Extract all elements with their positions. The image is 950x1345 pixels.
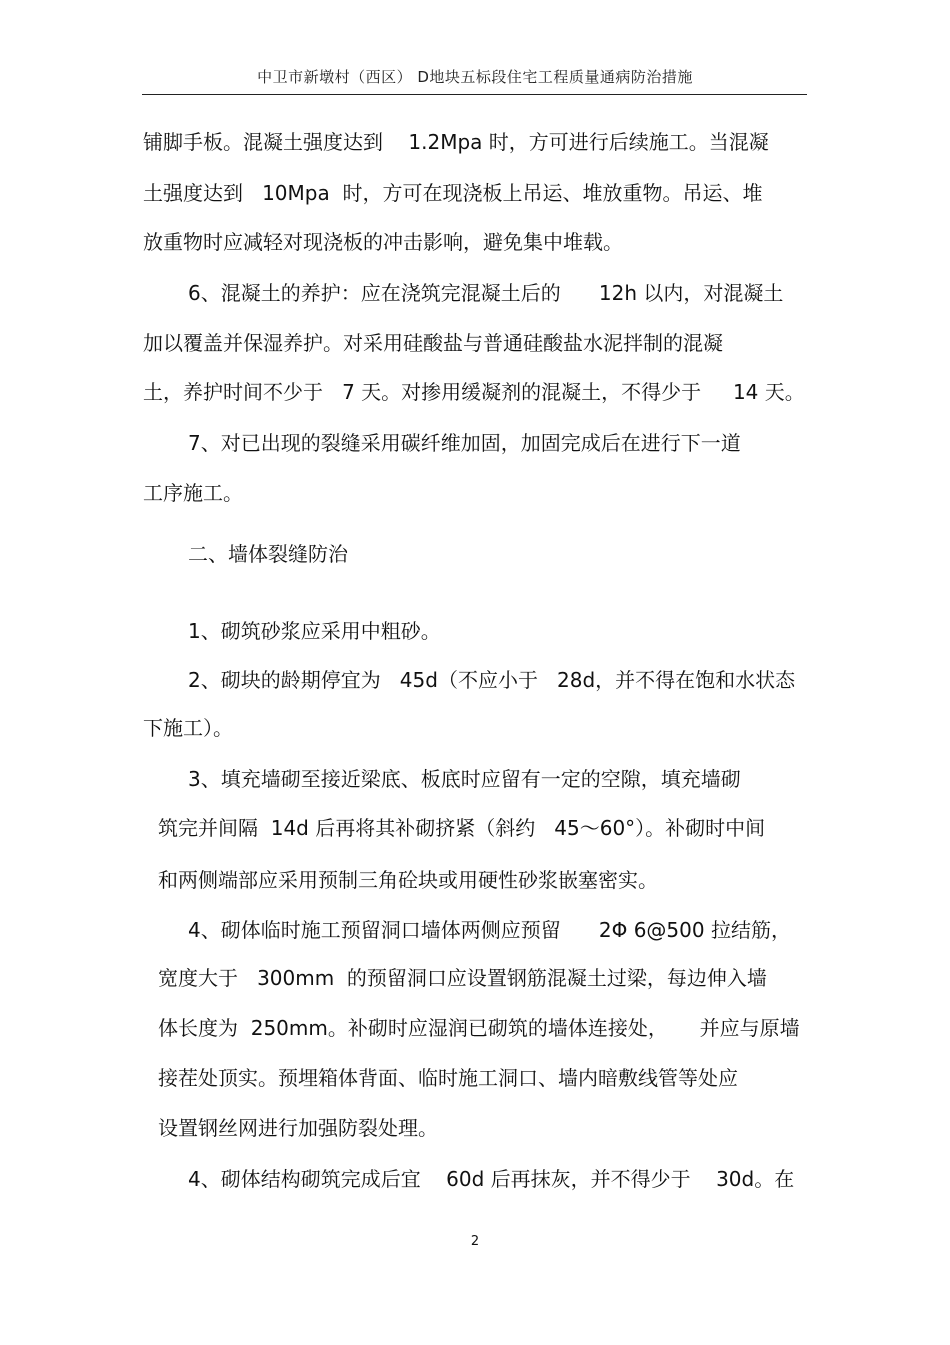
text-line: 筑完并间隔 14d 后再将其补砌挤紧（斜约 45～60°）。补砌时中间 xyxy=(158,816,766,840)
text-line: 3、填充墙砌至接近梁底、板底时应留有一定的空隙，填充墙砌 xyxy=(188,767,741,791)
text-line: 和两侧端部应采用预制三角砼块或用硬性砂浆嵌塞密实。 xyxy=(158,868,658,892)
text-line: 下施工）。 xyxy=(143,716,233,740)
text-line: 宽度大于 300mm 的预留洞口应设置钢筋混凝土过梁，每边伸入墙 xyxy=(158,966,767,990)
text-line: 工序施工。 xyxy=(143,481,243,505)
text-line: 7、对已出现的裂缝采用碳纤维加固，加固完成后在进行下一道 xyxy=(188,431,741,455)
text-line: 加以覆盖并保湿养护。对采用硅酸盐与普通硅酸盐水泥拌制的混凝 xyxy=(143,331,723,355)
text-line: 设置钢丝网进行加强防裂处理。 xyxy=(158,1116,438,1140)
header-divider xyxy=(142,94,807,95)
section-heading: 二、墙体裂缝防治 xyxy=(188,542,348,566)
text-line: 接茬处顶实。预埋箱体背面、临时施工洞口、墙内暗敷线管等处应 xyxy=(158,1066,738,1090)
text-line: 土，养护时间不少于 7 天。对掺用缓凝剂的混凝土，不得少于 14 天。 xyxy=(143,380,805,404)
text-line: 2、砌块的龄期停宜为 45d（不应小于 28d，并不得在饱和水状态 xyxy=(188,668,796,692)
text-line: 放重物时应减轻对现浇板的冲击影响，避免集中堆载。 xyxy=(143,230,623,254)
text-line: 土强度达到 10Mpa 时，方可在现浇板上吊运、堆放重物。吊运、堆 xyxy=(143,181,763,205)
text-line: 6、混凝土的养护：应在浇筑完混凝土后的 12h 以内，对混凝土 xyxy=(188,281,784,305)
text-line: 4、砌体临时施工预留洞口墙体两侧应预留 2Φ 6@500 拉结筋， xyxy=(188,918,791,942)
text-line: 1、砌筑砂浆应采用中粗砂。 xyxy=(188,619,441,643)
page-header-title: 中卫市新墩村（西区） D地块五标段住宅工程质量通病防治措施 xyxy=(257,68,693,86)
text-line: 4、砌体结构砌筑完成后宜 60d 后再抹灰，并不得少于 30d。在 xyxy=(188,1167,795,1191)
text-line: 铺脚手板。混凝土强度达到 1.2Mpa 时，方可进行后续施工。当混凝 xyxy=(143,130,769,154)
page-number: 2 xyxy=(470,1234,480,1249)
text-line: 体长度为 250mm。补砌时应湿润已砌筑的墙体连接处， 并应与原墙 xyxy=(158,1016,800,1040)
